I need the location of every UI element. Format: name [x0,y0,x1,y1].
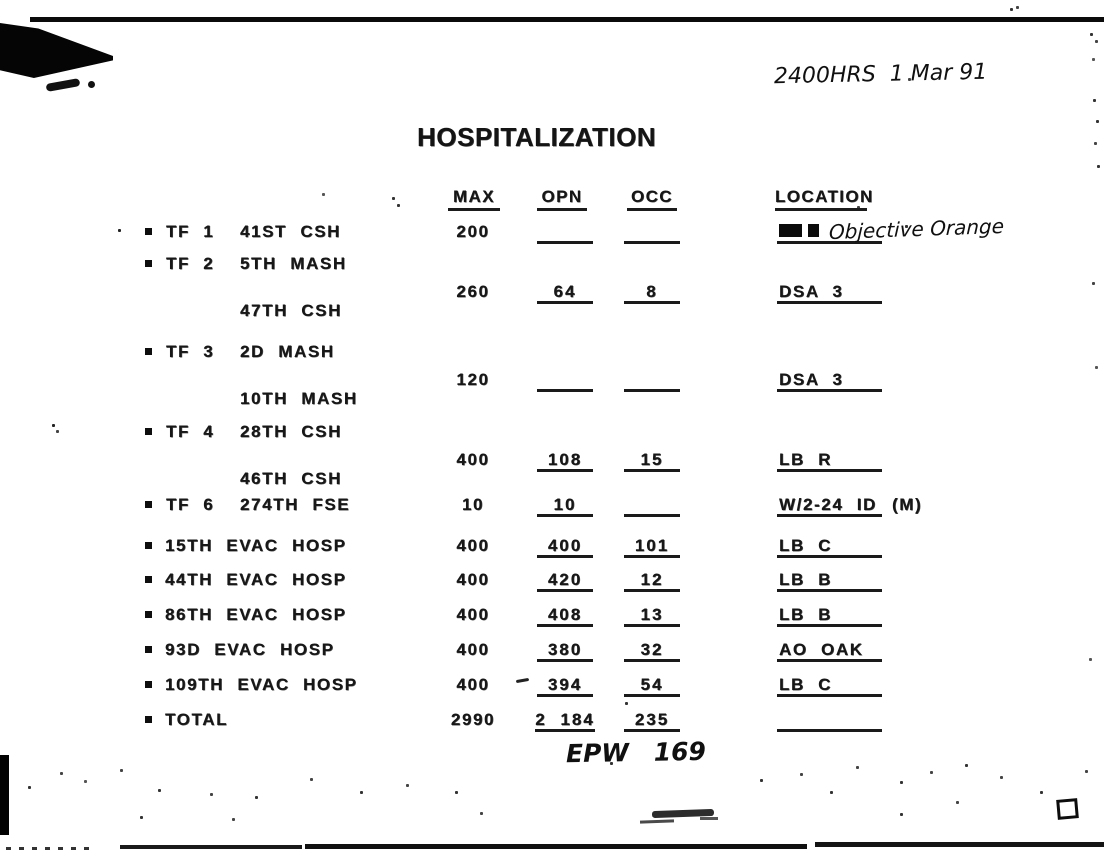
location-value [777,536,1104,558]
location-underline [777,710,882,732]
table-row [0,495,1104,519]
location-text: LB B [779,605,833,624]
opn-value [524,495,606,517]
column-header-location: LOCATION [775,187,867,211]
location-value [777,640,1104,662]
location-underline [777,213,1005,245]
max-value: 2990 [450,710,496,729]
bullet-square-icon [145,260,152,267]
occ-underlined-value: 32 [624,640,680,662]
redaction-mark [808,224,819,237]
location-value [777,495,1104,517]
table-row [0,710,1104,734]
scan-artifact-bottom-line [305,844,807,849]
opn-value [524,222,606,249]
table-row [0,640,1104,664]
opn-underlined-value: 108 [537,450,593,472]
location-value [777,370,1104,392]
unit-names [240,222,341,241]
table-row [0,605,1104,629]
occ-underlined-value: 235 [624,710,680,732]
scan-artifact-top-edge-line [30,17,1104,22]
location-underline [777,570,882,592]
table-row [0,213,1104,246]
bullet-square-icon [145,716,152,723]
bullet-square-icon [145,542,152,549]
opn-underlined-value: 408 [537,605,593,627]
bullet-square-icon [145,576,152,583]
scan-artifact-square-mark [1056,798,1079,820]
location-underline [777,495,882,517]
occ-underlined-value: 13 [624,605,680,627]
column-header-opn: OPN [537,187,587,211]
occ-underlined-value [624,222,680,244]
occ-underlined-value: 15 [624,450,680,472]
opn-underlined-value [537,370,593,392]
location-underline [777,536,882,558]
opn-value [524,370,606,397]
opn-value [524,605,606,627]
tf-label: TF 3 [166,342,215,361]
tf-label: TF 4 [166,422,215,441]
location-value [777,213,1104,245]
table-row [0,536,1104,560]
unit-names [165,605,347,624]
location-text: LB C [779,536,833,555]
occ-underlined-value: 54 [624,675,680,697]
tf-label: TF 1 [166,222,215,241]
scan-artifact-smudge [640,819,674,823]
unit-names [165,570,347,589]
occ-value [616,450,688,472]
opn-underlined-value: 400 [537,536,593,558]
opn-value [524,710,606,732]
location-underline [777,370,882,392]
opn-value [524,675,606,697]
occ-value [616,570,688,592]
location-underline [777,675,882,697]
unit-names [240,422,342,488]
occ-value [616,710,688,732]
scan-artifact-bottom-line [120,845,302,849]
unit-names [240,495,350,514]
unit-names [240,254,347,320]
location-value [777,282,1104,304]
max-value: 400 [456,536,490,555]
location-value [777,570,1104,592]
tf-label: TF 2 [166,254,215,273]
unit-name: 109TH EVAC HOSP [165,675,358,694]
unit-name: 15TH EVAC HOSP [165,536,347,555]
scan-artifact-noise-dots [0,0,3,3]
occ-underlined-value [624,370,680,392]
occ-value [616,282,688,304]
redaction-mark [779,224,802,237]
scan-artifact-pen-dash [46,78,81,92]
bullet-square-icon [145,228,152,235]
scan-artifact-smudge [700,817,718,820]
opn-underlined-value: 420 [537,570,593,592]
location-value [777,710,1104,732]
opn-underlined-value [537,222,593,244]
location-text: W/2-24 ID [779,495,877,514]
location-suffix: (M) [892,495,923,514]
max-value: 200 [456,222,490,241]
occ-value [616,370,688,397]
location-text: DSA 3 [779,282,844,301]
table-row [0,570,1104,594]
unit-names [165,536,347,555]
bullet-square-icon [145,348,152,355]
scan-artifact-bottom-dashes [6,847,92,850]
scan-artifact-corner-blob [0,23,113,78]
bullet-square-icon [145,681,152,688]
unit-name: 93D EVAC HOSP [165,640,335,659]
opn-underlined-value: 380 [537,640,593,662]
page-title: HOSPITALIZATION [417,122,657,152]
opn-underlined-value: 2 184 [535,710,595,732]
location-text: DSA 3 [779,370,844,389]
handwritten-datetime: 2400HRS 1 Mar 91 [773,59,988,90]
tf-label: TF 6 [166,495,215,514]
location-handwritten-text: Objective Orange [828,213,1005,245]
location-value [777,605,1104,627]
bullet-square-icon [145,428,152,435]
unit-name: 5TH MASH [240,254,347,273]
max-value: 120 [456,370,490,389]
location-value [777,675,1104,697]
occ-value [616,222,688,249]
scan-artifact-pen-dot [88,81,95,88]
unit-name: 47TH CSH [240,301,342,320]
location-underline [777,450,882,472]
unit-name: 28TH CSH [240,422,342,441]
max-value: 400 [456,640,490,659]
unit-names [165,710,228,729]
occ-value [616,495,688,522]
unit-name: 274TH FSE [240,495,351,514]
handwritten-epw-note: EPW 169 [565,736,707,769]
occ-underlined-value: 12 [624,570,680,592]
unit-name: 44TH EVAC HOSP [165,570,347,589]
max-value: 400 [456,450,490,469]
opn-value [524,450,606,472]
scan-artifact-left-edge-bar [0,755,9,835]
opn-underlined-value: 394 [537,675,593,697]
location-value [777,450,1104,472]
occ-underlined-value: 8 [624,282,680,304]
max-value: 260 [456,282,490,301]
table-row [0,675,1104,699]
occ-underlined-value [624,495,680,517]
opn-value [524,536,606,558]
unit-names [165,640,335,659]
opn-underlined-value: 64 [537,282,593,304]
max-value: 400 [456,675,490,694]
column-header-max: MAX [448,187,500,211]
unit-name: 41ST CSH [240,222,342,241]
location-text: AO OAK [779,640,864,659]
opn-value [524,570,606,592]
occ-value [616,605,688,627]
location-text: LB R [779,450,833,469]
unit-names [165,675,358,694]
table-row [0,342,1104,408]
opn-value [524,282,606,304]
table-row [0,422,1104,488]
location-underline [777,605,882,627]
location-underline [777,282,882,304]
unit-name: 2D MASH [240,342,335,361]
location-text: LB C [779,675,833,694]
max-value: 400 [456,605,490,624]
unit-name: 86TH EVAC HOSP [165,605,347,624]
table-row [0,254,1104,320]
unit-name: 46TH CSH [240,469,342,488]
occ-value [616,536,688,558]
unit-name: 10TH MASH [240,389,358,408]
opn-underlined-value: 10 [537,495,593,517]
bullet-square-icon [145,501,152,508]
column-header-occ: OCC [627,187,677,211]
max-value: 400 [456,570,490,589]
location-text: LB B [779,570,833,589]
bullet-square-icon [145,646,152,653]
opn-value [524,640,606,662]
max-value: 10 [461,495,485,514]
occ-underlined-value: 101 [624,536,680,558]
unit-name: TOTAL [165,710,229,729]
occ-value [616,675,688,697]
unit-names [240,342,358,408]
scan-artifact-bottom-line [815,842,1104,847]
bullet-square-icon [145,611,152,618]
location-underline [777,640,882,662]
occ-value [616,640,688,662]
